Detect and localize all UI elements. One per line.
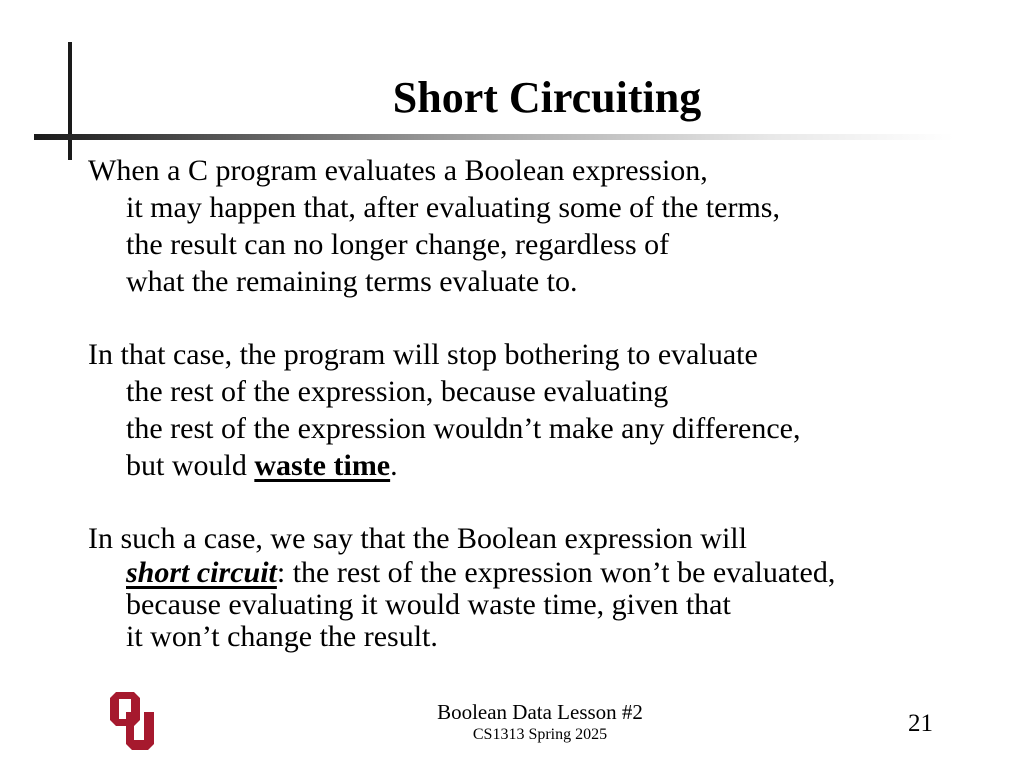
paragraph-line: it won’t change the result. — [126, 620, 438, 653]
paragraph-line: the rest of the expression, because evaluating — [126, 375, 669, 408]
slide-body — [88, 152, 988, 653]
footer-info — [390, 700, 690, 746]
page-number: 21 — [908, 710, 933, 737]
paragraph-line — [88, 557, 988, 589]
paragraph-line: the rest of the expression wouldn’t make any difference, — [126, 412, 801, 445]
lesson-title: Boolean Data Lesson #2 — [437, 700, 643, 724]
paragraph-line: In such a case, we say that the Boolean expression will — [88, 522, 747, 555]
emphasis-waste-time: waste time — [254, 449, 391, 482]
paragraph-line: because evaluating it would waste time, given that — [126, 588, 731, 621]
line-prefix: but would — [126, 449, 255, 482]
paragraph-line: When a C program evaluates a Boolean expression, — [88, 154, 708, 187]
paragraph-line — [88, 447, 988, 484]
slide-title: Short Circuiting — [392, 73, 702, 122]
emphasis-short-circuit: short circuit — [126, 556, 277, 589]
paragraph-3 — [88, 520, 988, 653]
paragraph-line: what the remaining terms evaluate to. — [126, 265, 578, 298]
paragraph-1 — [88, 152, 988, 300]
paragraph-line: In that case, the program will stop bothering to evaluate — [88, 338, 758, 371]
course-term: CS1313 Spring 2025 — [472, 726, 608, 743]
paragraph-line: it may happen that, after evaluating some of the terms, — [126, 191, 780, 224]
decorative-horizontal-rule — [34, 134, 954, 140]
paragraph-2 — [88, 336, 988, 484]
ou-logo-icon — [108, 690, 160, 752]
line-suffix: . — [390, 449, 398, 482]
line-suffix: : the rest of the expression won’t be evaluated, — [276, 556, 836, 589]
paragraph-line: the result can no longer change, regardless of — [126, 228, 670, 261]
